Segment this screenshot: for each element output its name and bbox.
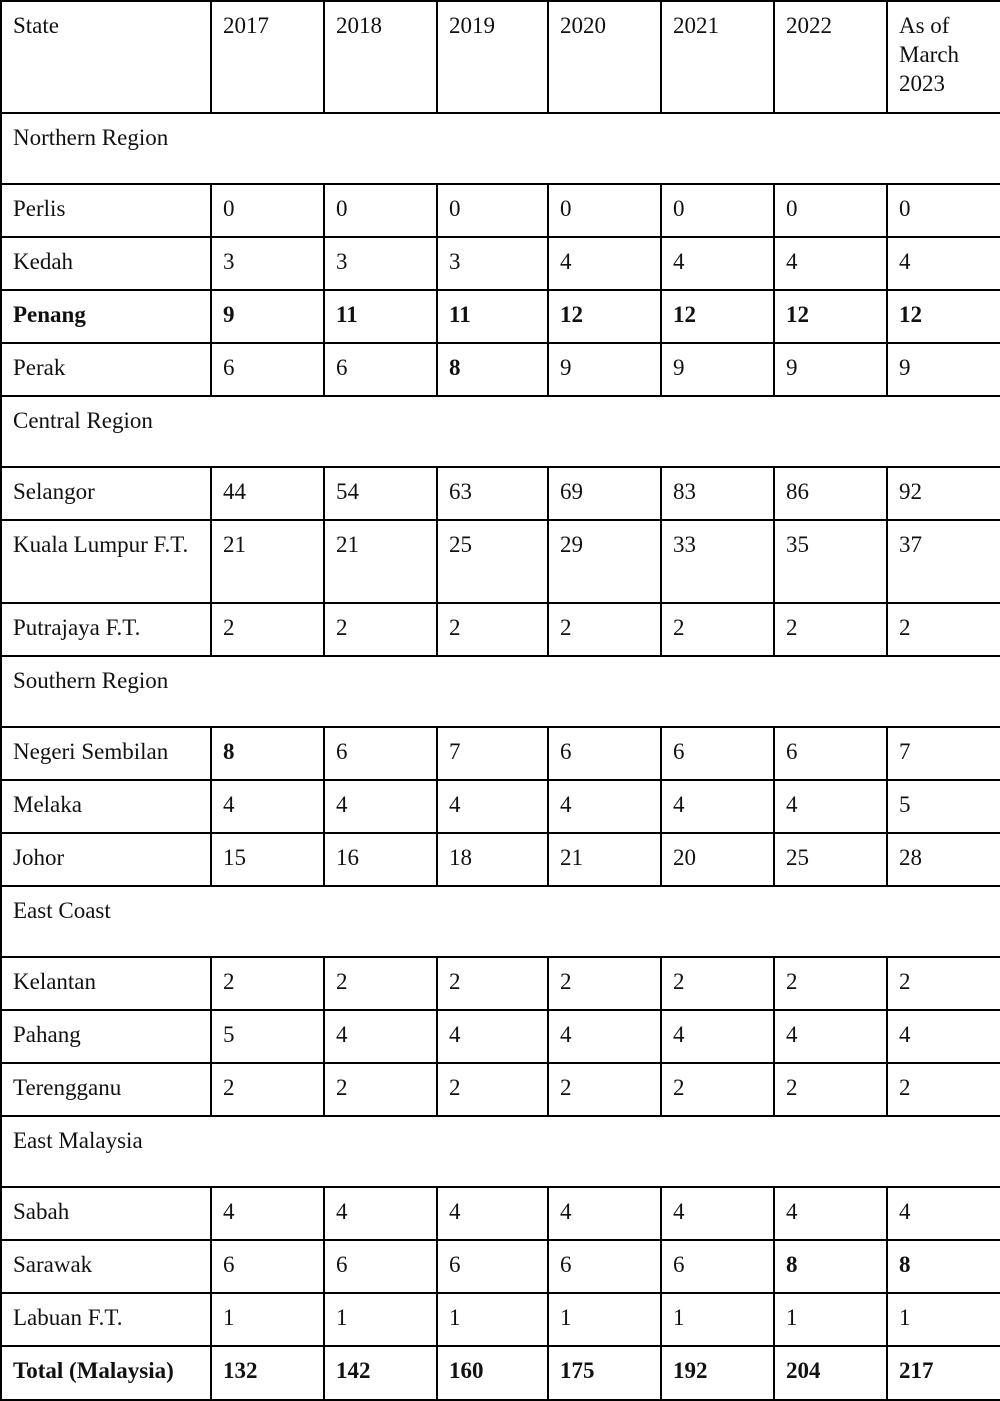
value-cell: 204 xyxy=(774,1346,887,1400)
header-cell-2018: 2018 xyxy=(324,1,437,113)
value-cell: 6 xyxy=(211,343,324,396)
value-cell: 4 xyxy=(324,780,437,833)
value-cell: 2 xyxy=(324,1063,437,1116)
state-name-cell: Sarawak xyxy=(1,1240,211,1293)
table-row xyxy=(1,603,1000,656)
table-body xyxy=(1,113,1000,1400)
value-cell: 29 xyxy=(548,520,661,603)
value-cell: 3 xyxy=(324,237,437,290)
value-cell: 86 xyxy=(774,467,887,520)
value-cell: 2 xyxy=(437,957,548,1010)
value-cell: 2 xyxy=(324,603,437,656)
value-cell: 8 xyxy=(887,1240,1000,1293)
value-cell: 2 xyxy=(211,603,324,656)
value-cell: 132 xyxy=(211,1346,324,1400)
value-cell: 4 xyxy=(548,237,661,290)
state-name-cell: Labuan F.T. xyxy=(1,1293,211,1346)
table-row xyxy=(1,1010,1000,1063)
value-cell: 63 xyxy=(437,467,548,520)
value-cell: 4 xyxy=(437,1187,548,1240)
state-name-cell: Kuala Lumpur F.T. xyxy=(1,520,211,603)
value-cell: 3 xyxy=(437,237,548,290)
value-cell: 4 xyxy=(437,780,548,833)
value-cell: 83 xyxy=(661,467,774,520)
state-name-cell: Putrajaya F.T. xyxy=(1,603,211,656)
table-row xyxy=(1,343,1000,396)
value-cell: 11 xyxy=(437,290,548,343)
value-cell: 69 xyxy=(548,467,661,520)
value-cell: 0 xyxy=(661,184,774,237)
table-row xyxy=(1,1187,1000,1240)
value-cell: 11 xyxy=(324,290,437,343)
value-cell: 4 xyxy=(324,1010,437,1063)
value-cell: 33 xyxy=(661,520,774,603)
region-label: East Malaysia xyxy=(1,1116,1000,1187)
value-cell: 4 xyxy=(548,1187,661,1240)
value-cell: 2 xyxy=(548,603,661,656)
state-name-cell: Negeri Sembilan xyxy=(1,727,211,780)
region-row xyxy=(1,113,1000,184)
value-cell: 4 xyxy=(437,1010,548,1063)
value-cell: 12 xyxy=(887,290,1000,343)
value-cell: 4 xyxy=(661,780,774,833)
value-cell: 2 xyxy=(211,957,324,1010)
state-name-cell: Selangor xyxy=(1,467,211,520)
value-cell: 2 xyxy=(548,957,661,1010)
state-name-cell: Perlis xyxy=(1,184,211,237)
value-cell: 28 xyxy=(887,833,1000,886)
state-name-cell: Melaka xyxy=(1,780,211,833)
value-cell: 6 xyxy=(324,1240,437,1293)
value-cell: 18 xyxy=(437,833,548,886)
value-cell: 2 xyxy=(661,603,774,656)
value-cell: 192 xyxy=(661,1346,774,1400)
state-name-cell: Perak xyxy=(1,343,211,396)
value-cell: 6 xyxy=(548,1240,661,1293)
value-cell: 2 xyxy=(887,603,1000,656)
table-row xyxy=(1,237,1000,290)
table-row xyxy=(1,1293,1000,1346)
value-cell: 20 xyxy=(661,833,774,886)
value-cell: 4 xyxy=(774,1187,887,1240)
value-cell: 12 xyxy=(548,290,661,343)
value-cell: 9 xyxy=(661,343,774,396)
value-cell: 12 xyxy=(774,290,887,343)
value-cell: 2 xyxy=(661,1063,774,1116)
value-cell: 2 xyxy=(887,957,1000,1010)
region-label: Northern Region xyxy=(1,113,1000,184)
state-name-cell: Johor xyxy=(1,833,211,886)
value-cell: 2 xyxy=(774,603,887,656)
table-row xyxy=(1,957,1000,1010)
region-row xyxy=(1,656,1000,727)
value-cell: 15 xyxy=(211,833,324,886)
value-cell: 37 xyxy=(887,520,1000,603)
value-cell: 2 xyxy=(661,957,774,1010)
value-cell: 25 xyxy=(774,833,887,886)
value-cell: 2 xyxy=(211,1063,324,1116)
state-name-cell: Pahang xyxy=(1,1010,211,1063)
state-name-cell: Terengganu xyxy=(1,1063,211,1116)
value-cell: 0 xyxy=(774,184,887,237)
value-cell: 6 xyxy=(661,1240,774,1293)
value-cell: 1 xyxy=(437,1293,548,1346)
value-cell: 6 xyxy=(548,727,661,780)
total-row xyxy=(1,1346,1000,1400)
region-row xyxy=(1,1116,1000,1187)
value-cell: 4 xyxy=(661,237,774,290)
value-cell: 35 xyxy=(774,520,887,603)
value-cell: 5 xyxy=(887,780,1000,833)
value-cell: 2 xyxy=(324,957,437,1010)
table-row xyxy=(1,1063,1000,1116)
value-cell: 4 xyxy=(887,1187,1000,1240)
value-cell: 160 xyxy=(437,1346,548,1400)
state-name-cell: Kelantan xyxy=(1,957,211,1010)
value-cell: 6 xyxy=(437,1240,548,1293)
value-cell: 1 xyxy=(774,1293,887,1346)
value-cell: 6 xyxy=(211,1240,324,1293)
value-cell: 1 xyxy=(548,1293,661,1346)
table-row xyxy=(1,833,1000,886)
value-cell: 217 xyxy=(887,1346,1000,1400)
value-cell: 21 xyxy=(211,520,324,603)
value-cell: 44 xyxy=(211,467,324,520)
region-row xyxy=(1,396,1000,467)
header-cell-state: State xyxy=(1,1,211,113)
value-cell: 6 xyxy=(661,727,774,780)
value-cell: 1 xyxy=(887,1293,1000,1346)
value-cell: 0 xyxy=(437,184,548,237)
value-cell: 9 xyxy=(548,343,661,396)
value-cell: 1 xyxy=(324,1293,437,1346)
table-row xyxy=(1,290,1000,343)
value-cell: 8 xyxy=(437,343,548,396)
value-cell: 2 xyxy=(774,957,887,1010)
table-row xyxy=(1,780,1000,833)
value-cell: 7 xyxy=(887,727,1000,780)
table-row xyxy=(1,1240,1000,1293)
value-cell: 0 xyxy=(324,184,437,237)
value-cell: 4 xyxy=(661,1187,774,1240)
header-row xyxy=(1,1,1000,113)
state-name-cell: Kedah xyxy=(1,237,211,290)
value-cell: 4 xyxy=(211,780,324,833)
value-cell: 4 xyxy=(211,1187,324,1240)
header-cell-2021: 2021 xyxy=(661,1,774,113)
table-row xyxy=(1,467,1000,520)
region-label: East Coast xyxy=(1,886,1000,957)
value-cell: 6 xyxy=(324,727,437,780)
value-cell: 6 xyxy=(324,343,437,396)
value-cell: 4 xyxy=(661,1010,774,1063)
value-cell: 25 xyxy=(437,520,548,603)
table-row xyxy=(1,184,1000,237)
value-cell: 0 xyxy=(548,184,661,237)
value-cell: 12 xyxy=(661,290,774,343)
header-cell-2022: 2022 xyxy=(774,1,887,113)
value-cell: 2 xyxy=(774,1063,887,1116)
value-cell: 1 xyxy=(211,1293,324,1346)
value-cell: 4 xyxy=(887,237,1000,290)
value-cell: 4 xyxy=(774,1010,887,1063)
value-cell: 16 xyxy=(324,833,437,886)
value-cell: 54 xyxy=(324,467,437,520)
value-cell: 6 xyxy=(774,727,887,780)
state-name-cell: Sabah xyxy=(1,1187,211,1240)
value-cell: 4 xyxy=(548,780,661,833)
value-cell: 4 xyxy=(774,780,887,833)
value-cell: 4 xyxy=(774,237,887,290)
value-cell: 2 xyxy=(437,1063,548,1116)
value-cell: 92 xyxy=(887,467,1000,520)
value-cell: 0 xyxy=(211,184,324,237)
table-row xyxy=(1,520,1000,603)
value-cell: 7 xyxy=(437,727,548,780)
header-cell-2019: 2019 xyxy=(437,1,548,113)
value-cell: 175 xyxy=(548,1346,661,1400)
value-cell: 4 xyxy=(548,1010,661,1063)
value-cell: 21 xyxy=(548,833,661,886)
value-cell: 9 xyxy=(211,290,324,343)
value-cell: 9 xyxy=(774,343,887,396)
value-cell: 1 xyxy=(661,1293,774,1346)
state-name-cell: Penang xyxy=(1,290,211,343)
value-cell: 3 xyxy=(211,237,324,290)
value-cell: 2 xyxy=(437,603,548,656)
header-cell-2017: 2017 xyxy=(211,1,324,113)
table-row xyxy=(1,727,1000,780)
value-cell: 142 xyxy=(324,1346,437,1400)
value-cell: 8 xyxy=(211,727,324,780)
header-cell-march-2023: As of March 2023 xyxy=(887,1,1000,113)
value-cell: 5 xyxy=(211,1010,324,1063)
value-cell: 9 xyxy=(887,343,1000,396)
region-label: Central Region xyxy=(1,396,1000,467)
value-cell: 2 xyxy=(548,1063,661,1116)
header-cell-2020: 2020 xyxy=(548,1,661,113)
value-cell: 4 xyxy=(887,1010,1000,1063)
value-cell: 4 xyxy=(324,1187,437,1240)
value-cell: 21 xyxy=(324,520,437,603)
total-label: Total (Malaysia) xyxy=(1,1346,211,1400)
value-cell: 2 xyxy=(887,1063,1000,1116)
region-row xyxy=(1,886,1000,957)
value-cell: 0 xyxy=(887,184,1000,237)
value-cell: 8 xyxy=(774,1240,887,1293)
region-label: Southern Region xyxy=(1,656,1000,727)
